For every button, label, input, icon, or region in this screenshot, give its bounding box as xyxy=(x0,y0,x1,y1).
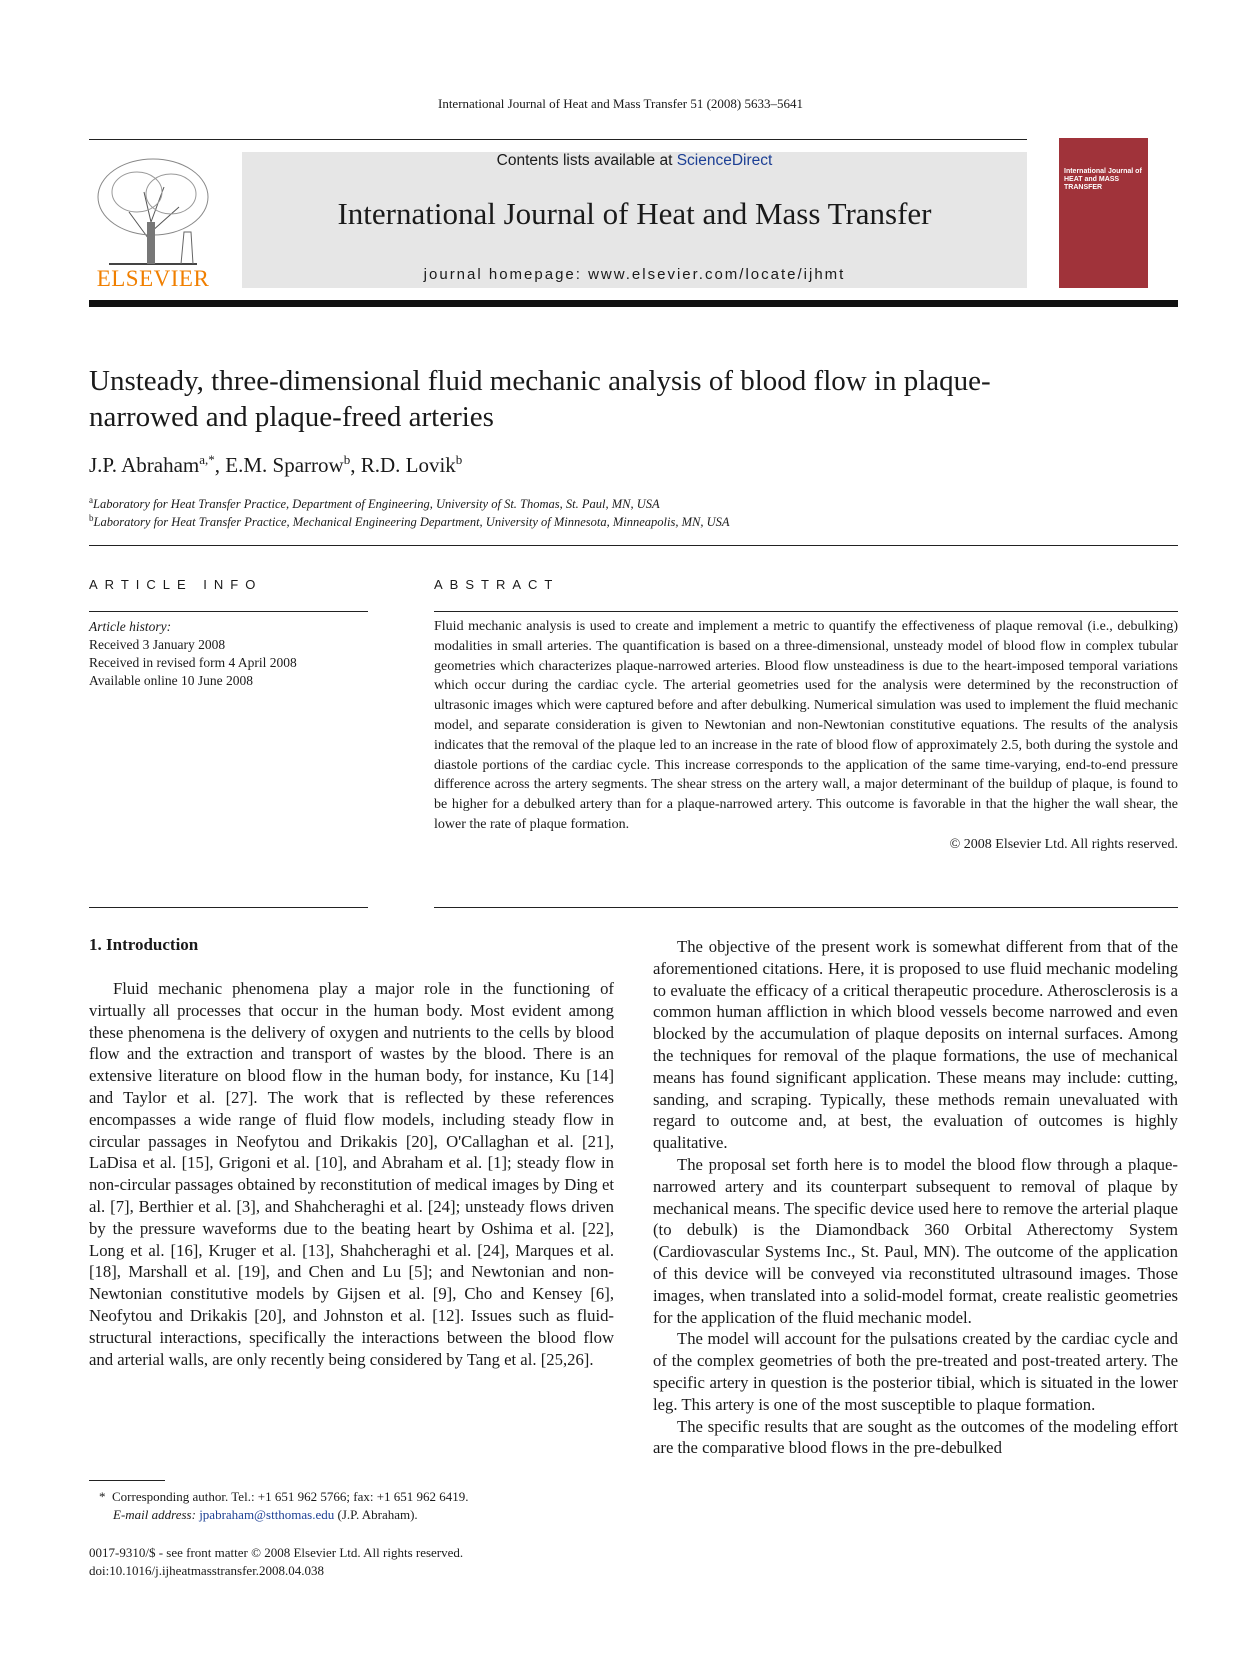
journal-banner xyxy=(242,152,1027,288)
affiliation-sup: a xyxy=(89,495,93,505)
corresponding-author xyxy=(89,1488,629,1506)
intro-paragraph: Fluid mechanic phenomena play a major role in the functioning of virtually all processes that occur in the human body. Most evident among these phenomena is the delivery of oxygen and nutrients to the cells by blood flow and the extraction and transport of wastes by the blood. There is an extensive literature on blood flow in the human body, for instance, Ku [14] and Taylor et al. [27]. The work that is reflected by these references encompasses a wide range of fluid flow models, including steady flow in circular passages in Neofytou and Drikakis [20], O'Callaghan et al. [21], LaDisa et al. [15], Grigoni et al. [10], and Abraham et al. [1]; steady flow in non-circular passages obtained by reconstitution of medical images by Ding et al. [7], Berthier et al. [3], and Shahcheraghi et al. [24]; unsteady flows driven by the pressure waveforms due to the beating heart by Oshima et al. [22], Long et al. [16], Kruger et al. [13], Shahcheraghi et al. [24], Marques et al. [18], Marshall et al. [19], and Chen and Lu [5]; and Newtonian and non-Newtonian constitutive models by Gijsen et al. [9], Cho and Kensey [6], Neofytou and Drikakis [20], and Johnston et al. [12]. Issues such as fluid-structural interactions, specifically the interactions between the blood flow and arterial walls, are only recently being considered by Tang et al. [25,26]. xyxy=(89,979,614,1369)
email-suffix: (J.P. Abraham). xyxy=(334,1507,418,1522)
email-link[interactable]: jpabraham@stthomas.edu xyxy=(199,1507,335,1522)
abstract-heading: ABSTRACT xyxy=(434,577,560,592)
cover-title: International Journal of HEAT and MASS TRANSFER xyxy=(1064,168,1142,191)
journal-title: International Journal of Heat and Mass Transfer xyxy=(337,196,932,231)
journal-cover-thumbnail xyxy=(1059,138,1148,288)
author-list: J.P. Abraham$^{a,*}$, E.M. Sparrow$^b$, R.D. Lovik$^b$ xyxy=(89,452,463,477)
affiliation-text: Laboratory for Heat Transfer Practice, Mechanical Engineering Department, University of Minnesota, Minneapolis, MN, USA xyxy=(93,515,730,530)
author-name: E.M. Sparrow xyxy=(225,453,344,477)
online-date: Available online 10 June 2008 xyxy=(89,673,253,688)
affiliation-sup: b xyxy=(89,513,94,523)
intro-paragraph: The proposal set forth here is to model the blood flow through a plaque-narrowed artery and its counterpart subsequent to removal of plaque by mechanical means. The specific device used here to remove the arterial plaque (to debulk) is the Diamondback 360 Orbital Atherectomy System (Cardiovascular Systems Inc., St. Paul, MN). The outcome of the application of this device will be conveyed via reconstituted ultrasound images. Those images, when translated into a solid-model format, create realistic geometries for the application of the fluid mechanic model. xyxy=(653,1154,1178,1327)
history-label: Article history: xyxy=(89,619,172,634)
header-rule xyxy=(89,139,1027,140)
issn-line: 0017-9310/$ - see front matter © 2008 Elsevier Ltd. All rights reserved. xyxy=(89,1545,464,1560)
email-label: E-mail address: xyxy=(113,1507,200,1522)
abstract-rule xyxy=(434,611,1178,612)
article-history xyxy=(89,618,369,690)
author-sup: a,* xyxy=(199,452,215,467)
elsevier-wordmark: ELSEVIER xyxy=(96,266,210,291)
introduction-heading: 1. Introduction xyxy=(89,935,199,954)
contents-prefix: Contents lists available at xyxy=(496,152,677,169)
email-line xyxy=(89,1506,629,1524)
contents-line xyxy=(242,152,1027,170)
author-name: R.D. Lovik xyxy=(360,453,456,477)
footnote xyxy=(89,1488,629,1524)
intro-right-column xyxy=(653,936,1178,1459)
journal-homepage[interactable]: journal homepage: www.elsevier.com/locate/ijhmt xyxy=(423,266,846,283)
article-info-bottom-rule xyxy=(89,907,368,908)
intro-left-column xyxy=(89,978,614,1370)
received-date: Received 3 January 2008 xyxy=(89,637,226,652)
article-title: Unsteady, three-dimensional fluid mechanic analysis of blood flow in plaque-narrowed and plaque-freed arteries xyxy=(89,365,991,433)
author-sup: b xyxy=(455,452,463,467)
abstract-copyright: © 2008 Elsevier Ltd. All rights reserved. xyxy=(949,836,1178,852)
affiliation-text: Laboratory for Heat Transfer Practice, Department of Engineering, University of St. Thomas, St. Paul, MN, USA xyxy=(93,497,660,512)
abstract-body xyxy=(434,617,1178,855)
author-name: J.P. Abraham xyxy=(89,453,200,477)
sciencedirect-link[interactable]: ScienceDirect xyxy=(676,152,773,169)
doi-line: doi:10.1016/j.ijheatmasstransfer.2008.04.038 xyxy=(89,1563,325,1578)
revised-date: Received in revised form 4 April 2008 xyxy=(89,655,297,670)
front-matter xyxy=(89,1544,463,1580)
corresponding-text: Corresponding author. Tel.: +1 651 962 5766; fax: +1 651 962 6419. xyxy=(112,1489,469,1504)
article-info-rule xyxy=(89,611,368,612)
author-sup: b xyxy=(343,452,351,467)
abstract-bottom-rule xyxy=(434,907,1178,908)
banner-rule xyxy=(89,300,1178,307)
footnote-rule xyxy=(89,1480,165,1481)
intro-paragraph: The specific results that are sought as the outcomes of the modeling effort are the comparative blood flows in the pre-debulked xyxy=(653,1416,1178,1458)
affiliation-b xyxy=(89,513,1179,530)
intro-paragraph: The objective of the present work is somewhat different from that of the aforementioned citations. Here, it is proposed to use fluid mechanic modeling to evaluate the efficacy of a critical therapeutic procedure. Atherosclerosis is a common human affliction in which blood vessels become narrowed and even blocked by the accumulation of plaque deposits on internal surfaces. Among the techniques for removal of the plaque formations, the use of mechanical means has found significant application. These means may include: cutting, sanding, and scraping. Typically, these methods remain unevaluated with regard to outcome and, at best, the evaluation of outcomes is highly qualitative. xyxy=(653,937,1178,1153)
intro-paragraph: The model will account for the pulsations created by the cardiac cycle and of the complex geometries of both the pre-treated and post-treated artery. The specific artery in question is the posterior tibial, which is situated in the lower leg. This artery is one of the most susceptible to plaque formation. xyxy=(653,1329,1178,1414)
abstract-text: Fluid mechanic analysis is used to create and implement a metric to quantify the effectiveness of plaque removal (i.e., debulking) modalities in small arteries. The quantification is based on a three-dimensional, unsteady model of blood flow in complex tubular geometries which characterizes plaque-narrowed arteries. Blood flow unsteadiness is due to the heart-imposed temporal variations which occur during the cardiac cycle. The arterial geometries used for the analysis were determined by the reconstruction of ultrasonic images which were captured before and after debulking. Numerical simulation was used to implement the fluid mechanic model, and separate consideration is given to Newtonian and non-Newtonian constitutive equations. The results of the analysis indicates that the removal of the plaque led to an increase in the rate of blood flow of approximately 2.5, both during the systole and diastole portions of the cardiac cycle. This increase corresponds to the application of the same time-varying, end-to-end pressure difference across the artery segments. The shear stress on the artery wall, a major determinant of the buildup of plaque, is found to be higher for a debulked artery than for a plaque-narrowed artery. This outcome is favorable in that the higher the wall shear, the lower the rate of plaque formation. xyxy=(434,619,1178,832)
article-info-heading: ARTICLE INFO xyxy=(89,577,263,592)
footnote-mark: * xyxy=(99,1489,106,1504)
affiliation-rule xyxy=(89,545,1178,546)
affiliation-a xyxy=(89,495,1179,512)
journal-citation: International Journal of Heat and Mass Transfer 51 (2008) 5633–5641 xyxy=(437,96,803,111)
